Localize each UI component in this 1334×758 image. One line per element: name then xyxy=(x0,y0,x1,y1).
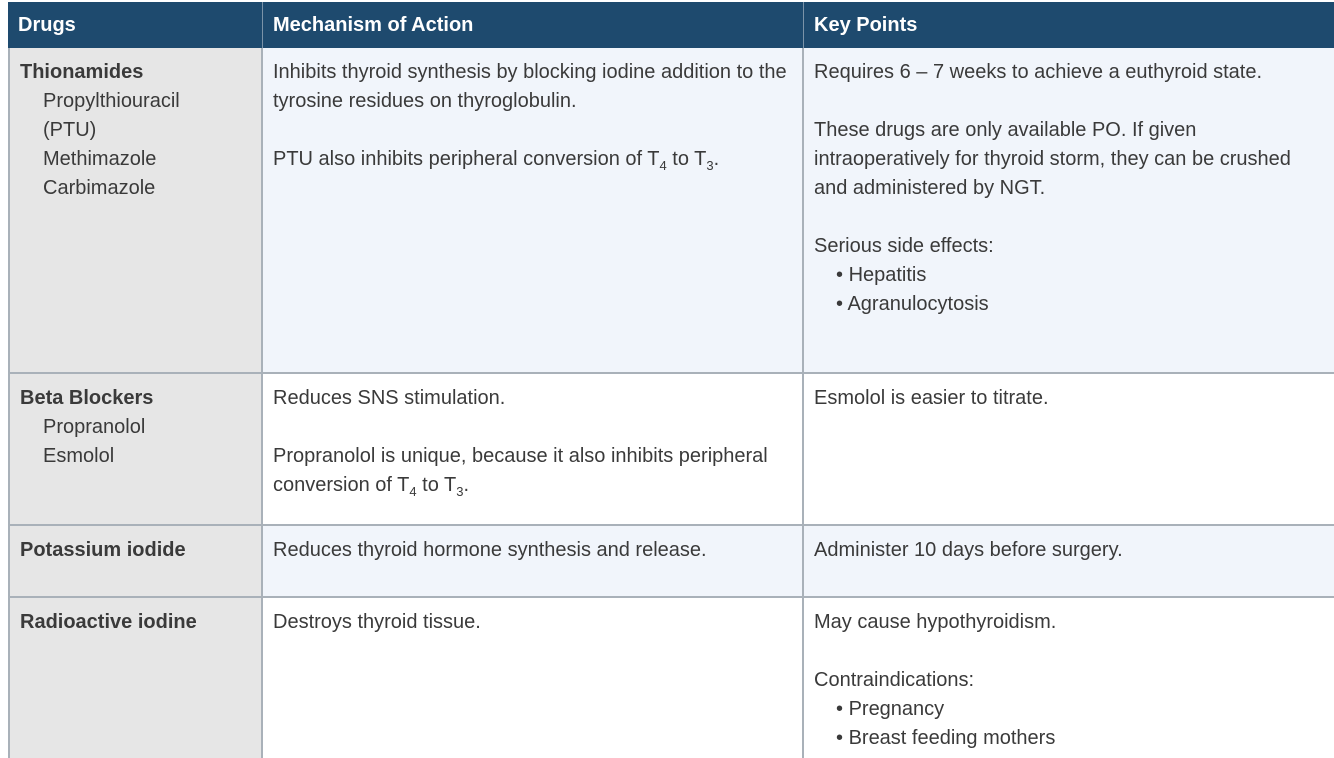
key-points-cell-beta-blockers xyxy=(804,374,1334,526)
drug-name: Beta Blockers xyxy=(20,387,154,409)
drug-subitem: (PTU) xyxy=(43,119,97,141)
mechanism-cell-thionamides xyxy=(263,48,804,374)
drug-name: Thionamides xyxy=(20,61,144,83)
mechanism-text: Propranolol is unique, because it also inhibits peripheral conversion of $T_4$ to $T_3$. xyxy=(273,445,768,499)
bullet-item: • Agranulocytosis xyxy=(836,293,989,315)
key-point-text: Requires 6 – 7 weeks to achieve a euthyroid state. xyxy=(814,61,1263,83)
drug-subitem: Propylthiouracil xyxy=(43,90,180,112)
mechanism-text: PTU also inhibits peripheral conversion of $T_4$ to $T_3$. xyxy=(273,148,720,173)
key-points-cell-potassium-iodide xyxy=(804,526,1334,598)
drug-cell-radioactive-iodine xyxy=(8,598,263,758)
key-point-text: Esmolol is easier to titrate. xyxy=(814,387,1049,409)
key-point-text: These drugs are only available PO. If given intraoperatively for thyroid storm, they can be crushed and administered by NGT. xyxy=(814,119,1291,199)
drug-cell-potassium-iodide xyxy=(8,526,263,598)
mechanism-text: Reduces thyroid hormone synthesis and release. xyxy=(273,539,707,561)
bullet-item: • Breast feeding mothers xyxy=(836,727,1056,749)
drug-table xyxy=(8,2,1334,758)
drug-subitem: Methimazole xyxy=(43,148,157,170)
mechanism-cell-potassium-iodide xyxy=(263,526,804,598)
key-point-text: Contraindications: xyxy=(814,669,975,691)
drug-subitem: Carbimazole xyxy=(43,177,156,199)
key-point-text: Serious side effects: xyxy=(814,235,994,257)
drug-name: Radioactive iodine xyxy=(20,611,197,633)
key-point-text: Administer 10 days before surgery. xyxy=(814,539,1123,561)
header-drugs: Drugs xyxy=(8,2,263,48)
drug-subitem: Propranolol xyxy=(43,416,146,438)
mechanism-cell-radioactive-iodine xyxy=(263,598,804,758)
drug-cell-beta-blockers xyxy=(8,374,263,526)
bullet-item: • Pregnancy xyxy=(836,698,945,720)
mechanism-text: Destroys thyroid tissue. xyxy=(273,611,481,633)
key-point-text: May cause hypothyroidism. xyxy=(814,611,1057,633)
drug-cell-thionamides xyxy=(8,48,263,374)
bullet-item: • Hepatitis xyxy=(836,264,927,286)
key-points-cell-thionamides xyxy=(804,48,1334,374)
drug-subitem: Esmolol xyxy=(43,445,115,467)
header-key-points: Key Points xyxy=(804,2,1334,48)
mechanism-text: Inhibits thyroid synthesis by blocking iodine addition to the tyrosine residues on thyroglobulin. xyxy=(273,61,787,112)
key-points-cell-radioactive-iodine xyxy=(804,598,1334,758)
drug-name: Potassium iodide xyxy=(20,539,186,561)
header-mechanism: Mechanism of Action xyxy=(263,2,804,48)
mechanism-text: Reduces SNS stimulation. xyxy=(273,387,506,409)
mechanism-cell-beta-blockers xyxy=(263,374,804,526)
